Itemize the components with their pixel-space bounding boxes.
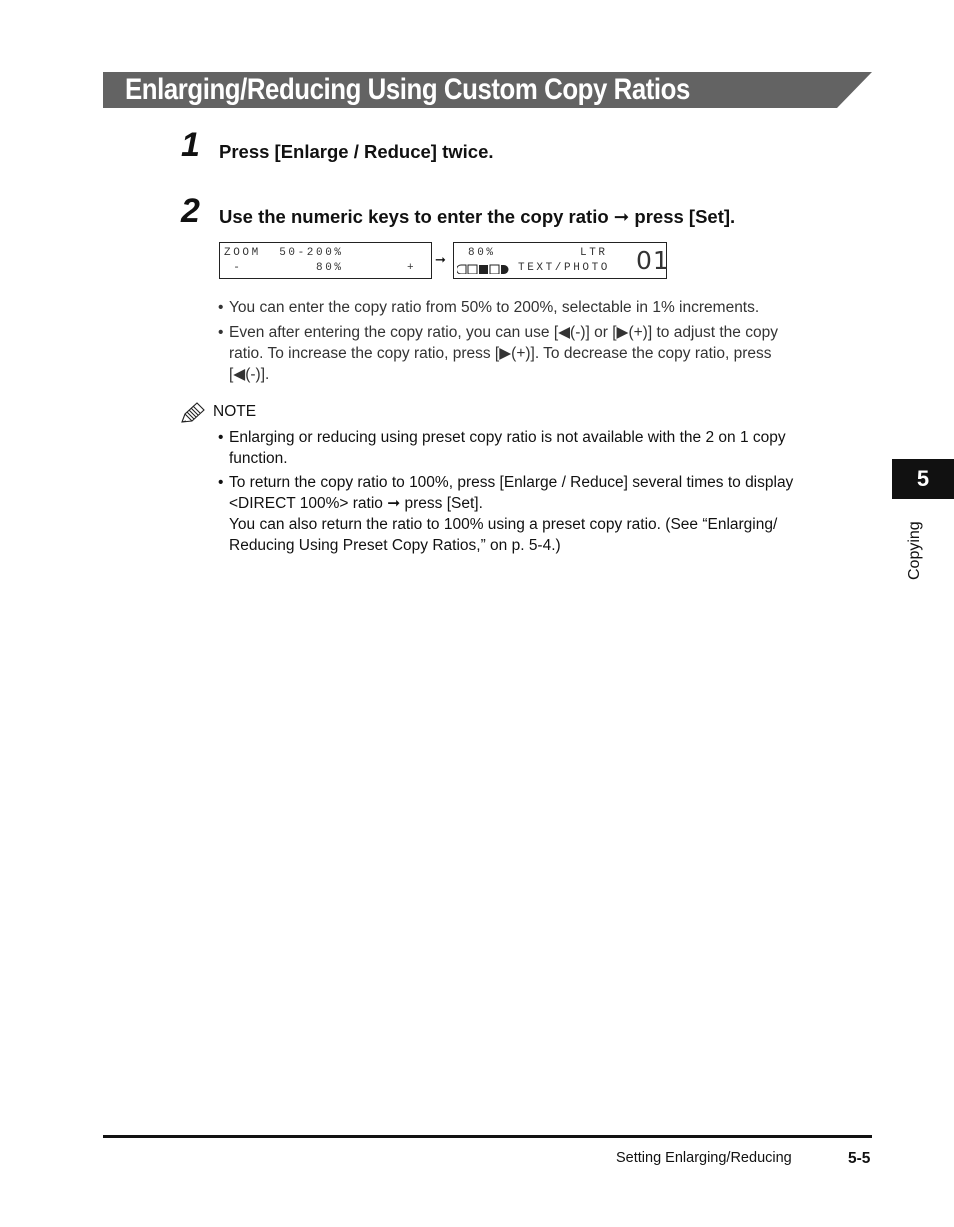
bullet-dot: • (218, 324, 224, 341)
bullet-text-line: [◀(-)]. (229, 366, 270, 383)
bullet-text-line: Even after entering the copy ratio, you can use [◀(-)] or [▶(+)] to adjust the copy (229, 324, 778, 341)
note-item (218, 427, 858, 469)
bullet-item (218, 322, 858, 385)
lcd-after-paper: LTR (580, 247, 608, 259)
note-text-line: To return the copy ratio to 100%, press [Enlarge / Reduce] several times to display (229, 474, 794, 491)
bullet-text: You can enter the copy ratio from 50% to 200%, selectable in 1% increments. (229, 299, 760, 316)
note-text-line: You can also return the ratio to 100% using a preset copy ratio. (See “Enlarging/ (229, 516, 778, 533)
chapter-tab[interactable]: 5 (892, 459, 954, 499)
lcd-before-plus: + (407, 262, 417, 274)
note-text-line: <DIRECT 100%> ratio ➞ press [Set]. (229, 495, 483, 512)
lcd-display-after (453, 242, 670, 279)
lcd-before-line1: ZOOM 50-200% (224, 247, 344, 259)
step-2-text: Use the numeric keys to enter the copy ratio ➞ press [Set]. (219, 206, 736, 227)
section-title: Enlarging/Reducing Using Custom Copy Ratios (125, 73, 690, 106)
step-2-number: 2 (181, 192, 200, 230)
note-label: NOTE (213, 403, 257, 420)
density-indicator-icon (457, 264, 509, 274)
note-item (218, 472, 858, 556)
bullet-dot: • (218, 299, 224, 316)
note-text-line: Enlarging or reducing using preset copy ratio is not available with the 2 on 1 copy (229, 429, 786, 446)
lcd-before-value: 80% (316, 262, 344, 274)
section-title-bar (103, 72, 872, 108)
bullet-item (218, 297, 858, 318)
note-text-line: Reducing Using Preset Copy Ratios,” on p. 5-4.) (229, 537, 561, 554)
chapter-label: Copying (906, 521, 923, 580)
footer-divider (103, 1135, 872, 1138)
footer-section-title: Setting Enlarging/Reducing (616, 1150, 792, 1166)
lcd-after-count: 01 (636, 246, 670, 275)
lcd-before-minus: - (224, 262, 243, 274)
bullet-text-line: ratio. To increase the copy ratio, press [▶(+)]. To decrease the copy ratio, press (229, 345, 772, 362)
page-number: 5-5 (848, 1150, 871, 1167)
bullet-dot: • (218, 474, 224, 491)
lcd-after-mode: TEXT/PHOTO (518, 262, 611, 274)
step-1-number: 1 (181, 126, 200, 164)
lcd-display-before (219, 242, 432, 279)
arrow-icon: ➞ (435, 252, 446, 267)
step-1-text: Press [Enlarge / Reduce] twice. (219, 141, 494, 162)
bullet-dot: • (218, 429, 224, 446)
note-text-line: function. (229, 450, 288, 467)
lcd-after-ratio: 80% (468, 247, 496, 259)
pencil-icon (179, 401, 207, 425)
